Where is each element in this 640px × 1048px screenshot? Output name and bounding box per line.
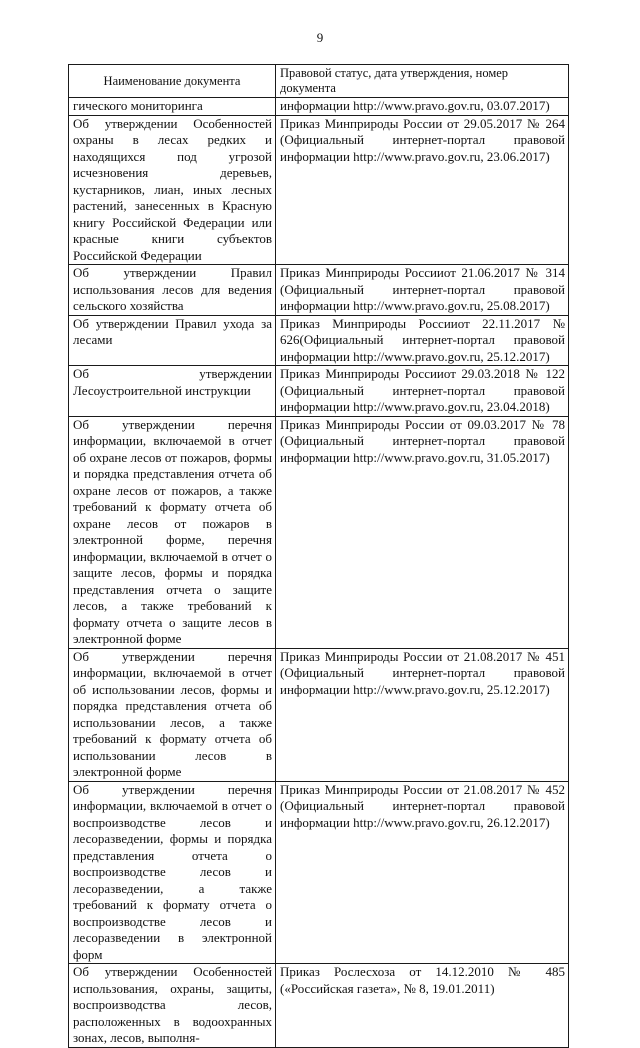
documents-table	[68, 64, 569, 1048]
legal-status-cell: Приказ Минприроды России от 21.08.2017 № 451 (Официальный интернет-портал правовой информации http://www.pravo.gov.ru, 25.12.2017)	[276, 648, 569, 781]
legal-status-cell: Приказ Рослесхоза от 14.12.2010 № 485 («Российская газета», № 8, 19.01.2011)	[276, 964, 569, 1048]
document-name-cell: Об утверждении Правил использования лесов для ведения сельского хозяйства	[69, 265, 276, 316]
table-row	[69, 98, 569, 116]
document-name-cell: Об утверждении перечня информации, включаемой в отчет об использовании лесов, формы и порядка представления отчета об использовании лесов, а также требований к формату отчета об использовании лесов в электронной форме	[69, 648, 276, 781]
table-row	[69, 265, 569, 316]
legal-status-cell: Приказ Минприроды Россииот 22.11.2017 № 626(Официальный интернет-портал правовой информации http://www.pravo.gov.ru, 25.12.2017)	[276, 315, 569, 366]
header-status-line2: дата утверждения, номер документа	[280, 66, 509, 95]
document-name-cell: Об утверждении Правил ухода за лесами	[69, 315, 276, 366]
legal-status-cell: Приказ Минприроды Россииот 29.03.2018 № 122 (Официальный интернет-портал правовой информации http://www.pravo.gov.ru, 23.04.2018)	[276, 366, 569, 417]
document-name-cell: Об утверждении перечня информации, включаемой в отчет о воспроизводстве лесов и лесоразведении, формы и порядка представления отчета о воспроизводстве лесов и лесоразведении, а также требований к формату отчета о воспроизводстве лесов и лесоразведении в электронной форм	[69, 781, 276, 964]
table-row	[69, 315, 569, 366]
page-number: 9	[316, 30, 324, 45]
document-name-cell: гического мониторинга	[69, 98, 276, 116]
document-name-cell: Об утверждении Особенностей охраны в лесах редких и находящихся под угрозой исчезновения деревьев, кустарников, лиан, иных лесных растений, занесенных в Красную книгу Российской Федерации или красные книги субъектов Российской Федерации	[69, 115, 276, 265]
legal-status-cell: информации http://www.pravo.gov.ru, 03.07.2017)	[276, 98, 569, 116]
table-row	[69, 964, 569, 1048]
header-document-name: Наименование документа	[69, 65, 276, 98]
table-row	[69, 416, 569, 648]
legal-status-cell: Приказ Минприроды России от 29.05.2017 № 264 (Официальный интернет-портал правовой информации http://www.pravo.gov.ru, 23.06.2017)	[276, 115, 569, 265]
table-row	[69, 115, 569, 265]
table-header-row	[69, 65, 569, 98]
header-legal-status	[276, 65, 569, 98]
header-status-line1: Правовой статус,	[280, 66, 372, 80]
table-row	[69, 366, 569, 417]
legal-status-cell: Приказ Минприроды Россииот 21.06.2017 № 314 (Официальный интернет-портал правовой информации http://www.pravo.gov.ru, 25.08.2017)	[276, 265, 569, 316]
document-name-cell: Об утверждении Лесоустроительной инструкции	[69, 366, 276, 417]
legal-status-cell: Приказ Минприроды России от 09.03.2017 № 78 (Официальный интернет-портал правовой информации http://www.pravo.gov.ru, 31.05.2017)	[276, 416, 569, 648]
document-name-cell: Об утверждении Особенностей использования, охраны, защиты, воспроизводства лесов, расположенных в водоохранных зонах, лесов, выполня-	[69, 964, 276, 1048]
document-name-cell: Об утверждении перечня информации, включаемой в отчет об охране лесов от пожаров, формы и порядка представления отчета об охране лесов от пожаров, а также требований к формату отчета об охране лесов от пожаров в электронной форме, перечня информации, включаемой в отчет о защите лесов, формы и порядка представления отчета о защите лесов, а также требований к формату отчета о защите лесов в электронной форме	[69, 416, 276, 648]
legal-status-cell: Приказ Минприроды России от 21.08.2017 № 452 (Официальный интернет-портал правовой информации http://www.pravo.gov.ru, 26.12.2017)	[276, 781, 569, 964]
table-row	[69, 781, 569, 964]
table-row	[69, 648, 569, 781]
